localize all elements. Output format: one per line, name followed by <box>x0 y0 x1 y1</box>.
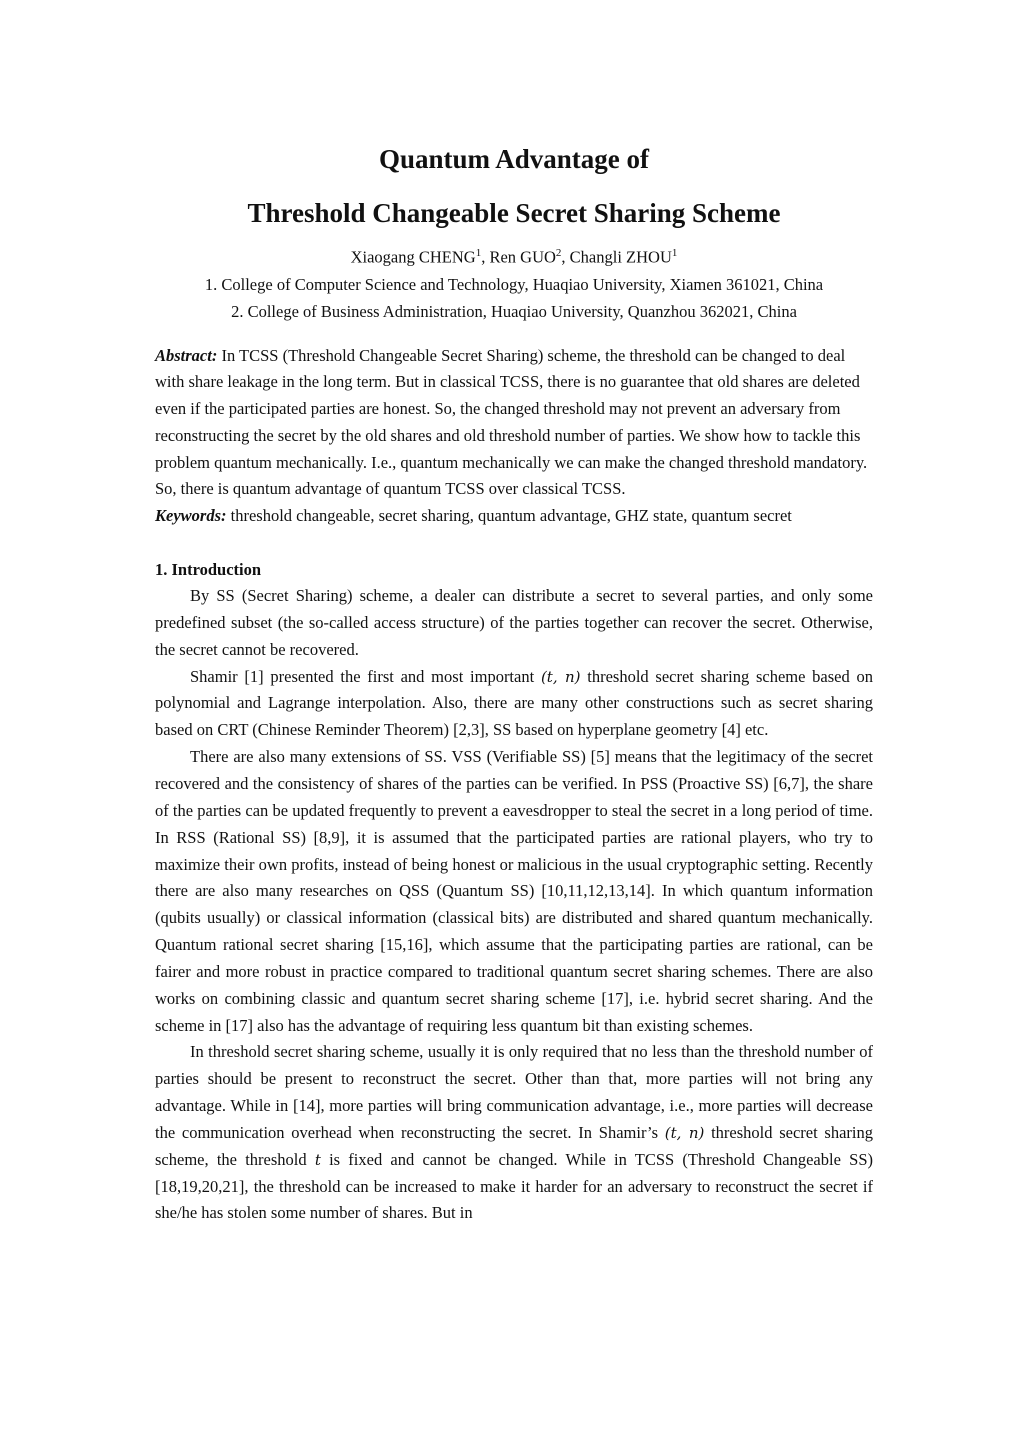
author-name: Changli ZHOU <box>569 247 672 267</box>
text-run: In threshold secret sharing scheme, usually it is only required that no less than the threshold number of parties should be present to reconstruct the secret. Other than that, more parties will not bring any advantage. While in [14], more parties will bring communication advantage, i.e., more parties will decrease the communication overhead when reconstructing the secret. In Shamir’s <box>155 1042 873 1142</box>
affiliation-2: 2. College of Business Administration, Huaqiao University, Quanzhou 362021, China <box>231 301 797 321</box>
author-affil-mark: 1 <box>671 247 678 259</box>
abstract-block <box>155 343 873 531</box>
keywords-line <box>155 503 873 530</box>
paper-title <box>155 132 873 240</box>
intro-paragraph-4 <box>155 1039 873 1227</box>
intro-paragraph-1: By SS (Secret Sharing) scheme, a dealer can distribute a secret to several parties, and only some predefined subset (the so-called access structure) of the parties together can recover the secret. Otherwise, the secret cannot be recovered. <box>155 586 873 659</box>
title-line-1: Quantum Advantage of <box>378 144 650 174</box>
author-affil-mark: 2 <box>555 247 562 259</box>
intro-paragraph-2 <box>155 664 873 745</box>
abstract-text: In TCSS (Threshold Changeable Secret Sharing) scheme, the threshold can be changed to deal with share leakage in the long term. But in classical TCSS, there is no guarantee that old shares are deleted even if the participated parties are honest. So, the changed threshold may not prevent an adversary from reconstructing the secret by the old shares and old threshold number of parties. We show how to tackle this problem quantum mechanically. I.e., quantum mechanically we can make the changed threshold mandatory. So, there is quantum advantage of quantum TCSS over classical TCSS. <box>155 345 868 499</box>
title-line-2: Threshold Changeable Secret Sharing Scheme <box>247 198 781 228</box>
math-tn: (t, n) <box>664 1123 705 1142</box>
author-name: Xiaogang CHENG <box>350 247 476 267</box>
affiliation-1: 1. College of Computer Science and Technology, Huaqiao University, Xiamen 361021, China <box>204 274 824 294</box>
author-list: Xiaogang CHENG$^1$, Ren GUO$^2$, Changli ZHOU$^1$ <box>350 247 678 267</box>
keywords-text: threshold changeable, secret sharing, quantum advantage, GHZ state, quantum secret <box>230 506 792 526</box>
abstract-paragraph <box>155 343 873 504</box>
introduction-section <box>155 556 873 1227</box>
text-run: Shamir [1] presented the first and most important <box>190 666 541 686</box>
math-t: t <box>314 1150 321 1169</box>
text-run: threshold secret sharing scheme, the threshold <box>155 1122 874 1169</box>
abstract-label: Abstract: <box>155 345 218 365</box>
text-run: threshold secret sharing scheme based on polynomial and Lagrange interpolation. Also, there are many other constructions such as secret sharing based on CRT (Chinese Reminder Theorem) [2,3], SS based on hyperplane geometry [4] etc. <box>155 666 873 740</box>
paper-page <box>155 132 873 1227</box>
section-heading: 1. Introduction <box>155 560 262 580</box>
author-affil-mark: 1 <box>475 247 482 259</box>
author-name: Ren GUO <box>489 247 556 267</box>
text-run: is fixed and cannot be changed. While in TCSS (Threshold Changeable SS) [18,19,20,21], the threshold can be increased to make it harder for an adversary to reconstruct the secret if she/he has stolen some number of shares. But in <box>155 1149 873 1223</box>
intro-paragraph-3: There are also many extensions of SS. VSS (Verifiable SS) [5] means that the legitimacy of the secret recovered and the consistency of shares of the parties can be verified. In PSS (Proactive SS) [6,7], the share of the parties can be updated frequently to prevent a eavesdropper to steal the secret in a long period of time. In RSS (Rational SS) [8,9], it is assumed that the participated parties are rational players, who try to maximize their own profits, instead of being honest or malicious in the usual cryptographic setting. Recently there are also many researches on QSS (Quantum SS) [10,11,12,13,14]. In which quantum information (qubits usually) or classical information (classical bits) are distributed and shared quantum mechanically. Quantum rational secret sharing [15,16], which assume that the participating parties are rational, can be fairer and more robust in practice compared to traditional quantum secret sharing schemes. There are also works on combining classic and quantum secret sharing scheme [17], i.e. hybrid secret sharing. And the scheme in [17] also has the advantage of requiring less quantum bit than existing schemes. <box>155 747 873 1035</box>
math-tn: (t, n) <box>540 667 581 686</box>
keywords-label: Keywords: <box>155 506 227 526</box>
